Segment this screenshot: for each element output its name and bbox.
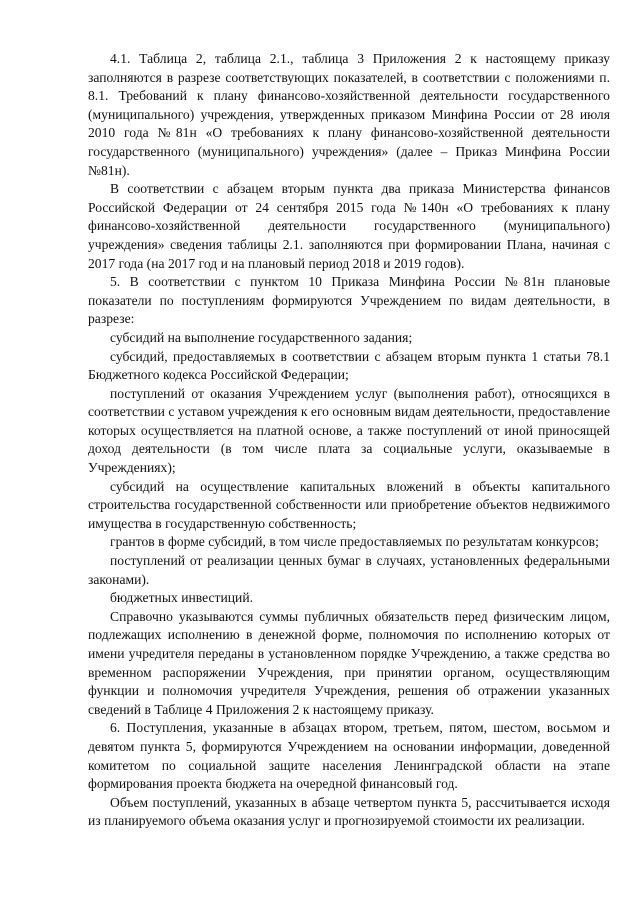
list-item-budget-investments: бюджетных инвестиций. xyxy=(110,590,254,606)
paragraph-public-obligations: Справочно указываются суммы публичных обязательств перед физическим лицом, подлежащих исполнению в денежной форме, полномочия по исполнению которых от имени учредителя переданы в установленном порядке Учреждению, а также средства во временном распоряжении Учреждения, при принятии органом, осуществляющим функции и полномочия учредителя Учреждения, решения об отражении указанных сведений в Таблице 4 Приложения 2 к настоящему приказу. xyxy=(88,608,610,717)
paragraph-5: 5. В соответствии с пунктом 10 Приказа Минфина России №81н плановые показатели по поступлениям формируются Учреждением по видам деятельности, в разрезе: xyxy=(88,274,610,327)
paragraph-6: 6. Поступления, указанные в абзацах втором, третьем, пятом, шестом, восьмом и девятом пункта 5, формируются Учреждением на основании информации, доведенной комитетом по социальной защите населения Ленинградской области на этапе формирования проекта бюджета на очередной финансовый год. xyxy=(88,720,610,792)
list-item-paid-services: поступлений от оказания Учреждением услуг (выполнения работ), относящихся в соответствии с уставом учреждения к его основным видам деятельности, предоставление которых осуществляется на платной основе, а также поступлений от иной приносящей доход деятельности (в том числе плата за социальные услуги, оказываемые в Учреждениях); xyxy=(88,385,610,476)
paragraph-order-140n: В соответствии с абзацем вторым пункта два приказа Министерства финансов Российской Федерации от 24 сентября 2015 года №140н «О требованиях к плану финансово-хозяйственной деятельности государственного (муниципального) учреждения» сведения таблицы 2.1. заполняются при формировании Плана, начиная с 2017 года (на 2017 год и на плановый период 2018 и 2019 годов). xyxy=(88,181,610,271)
list-item-state-task-subsidies: субсидий на выполнение государственного задания; xyxy=(110,329,413,345)
document-page xyxy=(88,50,610,831)
paragraph-4-1: 4.1. Таблица 2, таблица 2.1., таблица 3 Приложения 2 к настоящему приказу заполняются в разрезе соответствующих показателей, в соответствии с положениями п. 8.1. Требований к плану финансово-хозяйственной деятельности государственного (муниципального) учреждения, утвержденных приказом Минфина России от 28 июля 2010 года №81н «О требованиях к плану финансово-хозяйственной деятельности государственного (муниципального) учреждения» (далее – Приказ Минфина России №81н). xyxy=(88,51,610,178)
list-item-article-78-subsidies: субсидий, предоставляемых в соответствии с абзацем вторым пункта 1 статьи 78.1 Бюджетного кодекса Российской Федерации; xyxy=(88,348,610,383)
list-item-securities: поступлений от реализации ценных бумаг в случаях, установленных федеральными законами). xyxy=(88,553,610,587)
list-item-capital-investment-subsidies: субсидий на осуществление капитальных вложений в объекты капитального строительства государственной собственности или приобретение объектов недвижимого имущества в государственную собственность; xyxy=(88,478,610,531)
list-item-grants: грантов в форме субсидий, в том числе предоставляемых по результатам конкурсов; xyxy=(110,534,599,550)
paragraph-revenue-volume: Объем поступлений, указанных в абзаце четвертом пункта 5, рассчитывается исходя из планируемого объема оказания услуг и прогнозируемой стоимости их реализации. xyxy=(88,794,610,829)
